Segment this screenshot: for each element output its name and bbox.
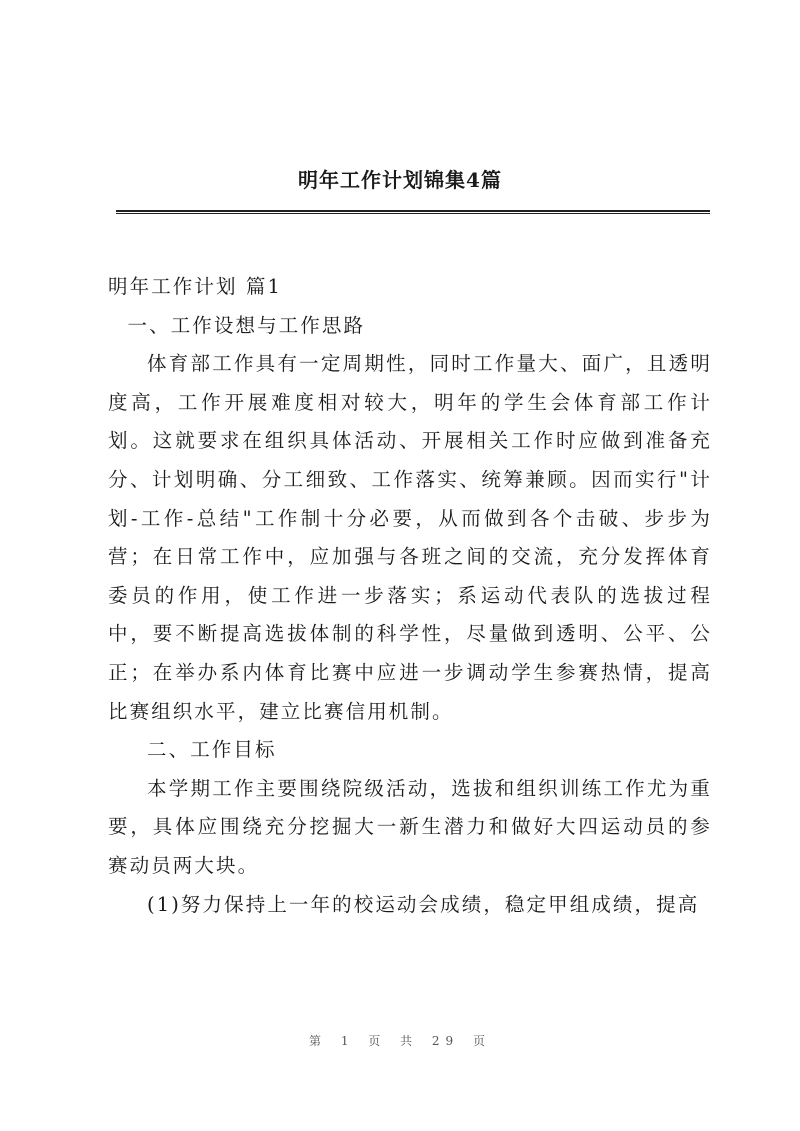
document-body — [108, 268, 712, 924]
paragraph-work-ideas: 体育部工作具有一定周期性，同时工作量大、面广，且透明度高，工作开展难度相对较大，明年的学生会体育部工作计划。这就要求在组织具体活动、开展相关工作时应做到准备充分、计划明确、分工细致、工作落实、统筹兼顾。因而实行"计划-工作-总结"工作制十分必要，从而做到各个击破、步步为营；在日常工作中，应加强与各班之间的交流，充分发挥体育委员的作用，使工作进一步落实；系运动代表队的选拔过程中，要不断提高选拔体制的科学性，尽量做到透明、公平、公正；在举办系内体育比赛中应进一步调动学生参赛热情，提高比赛组织水平，建立比赛信用机制。 — [108, 352, 712, 723]
heading-work-goals: 二、工作目标 — [147, 738, 277, 762]
heading-work-ideas: 一、工作设想与工作思路 — [127, 313, 366, 337]
document-title: 明年工作计划锦集4篇 — [298, 168, 502, 192]
paragraph-goal-item-1: (1)努力保持上一年的校运动会成绩，稳定甲组成绩，提高 — [147, 892, 700, 916]
page-number-footer: 第 1 页 共 29 页 — [309, 1034, 491, 1048]
section-heading: 明年工作计划 篇1 — [108, 275, 283, 298]
title-divider — [116, 210, 710, 214]
paragraph-work-goals: 本学期工作主要围绕院级活动，选拔和组织训练工作尤为重要，具体应围绕充分挖掘大一新生潜力和做好大四运动员的参赛动员两大块。 — [108, 776, 712, 877]
